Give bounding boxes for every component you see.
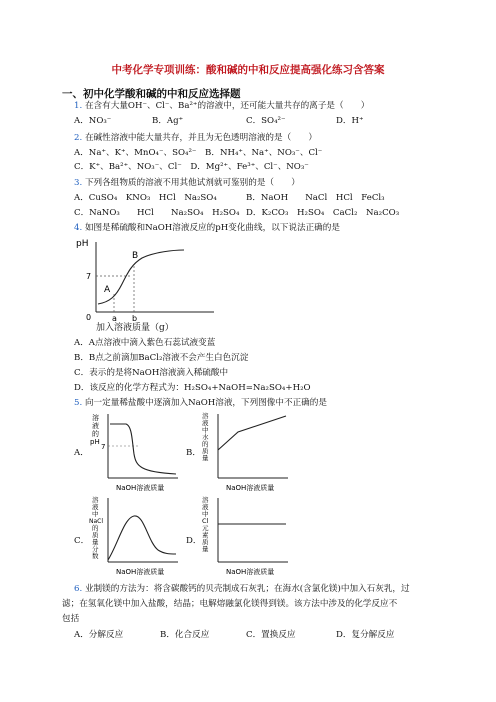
ylabel-char: 量: [202, 545, 209, 553]
q6-option-d: D．复分解反应: [336, 630, 395, 640]
ylabel-char: 质: [202, 447, 209, 455]
ylabel-char: 溶: [92, 414, 99, 422]
ph-curve-graph: [74, 236, 224, 328]
question-number: 2.: [74, 133, 83, 143]
graph-b-water: [198, 410, 292, 494]
question-text-line3: 包括: [62, 614, 80, 624]
tick-a-label: a: [112, 314, 117, 323]
question-text: 如图是稀硫酸和NaOH溶液反应的pH变化曲线，以下说法正确的是: [84, 223, 340, 233]
ylabel-char: 液: [92, 422, 99, 430]
ylabel-char: 液: [202, 503, 209, 511]
q5-option-b-label: B．: [186, 448, 201, 458]
q3-option-c: C．NaNO₃ HCl Na₂SO₄ H₂SO₄: [74, 208, 240, 218]
ylabel-char: 的: [92, 430, 99, 438]
ylabel-char: 数: [92, 552, 99, 560]
question-1: [74, 99, 369, 111]
ylabel-char: 中: [202, 510, 209, 518]
question-number: 5.: [74, 398, 83, 408]
q4-option-a: A．A点溶液中滴入紫色石蕊试液变蓝: [74, 338, 216, 348]
ylabel-char: 的: [92, 524, 99, 532]
question-text: 向一定量稀盐酸中逐滴加入NaOH溶液，下列图像中不正确的是: [84, 398, 327, 408]
graph-d-chlorine: [198, 494, 292, 578]
point-a-label: A: [104, 285, 111, 295]
water-curve: [218, 416, 286, 450]
ylabel-char: 量: [202, 454, 209, 462]
q3-option-d: D．K₂CO₃ H₂SO₄ CaCl₂ Na₂CO₃: [246, 208, 400, 218]
x-axis-label: NaOH溶液质量: [116, 568, 165, 576]
q4-option-c: C．表示的是将NaOH溶液滴入稀硫酸中: [74, 368, 229, 378]
question-number: 1.: [74, 101, 83, 111]
ylabel-char: 溶: [92, 496, 99, 504]
ylabel-char: 质: [202, 538, 209, 546]
page-title: 中考化学专项训练：酸和碱的中和反应提高强化练习含答案: [111, 64, 385, 76]
ylabel-char: 中: [92, 510, 99, 518]
ylabel-char: 的: [202, 440, 209, 448]
question-number: 4.: [74, 223, 83, 233]
graph-a-ph: [88, 410, 182, 494]
origin-label: 0: [86, 313, 92, 322]
point-b-label: B: [132, 251, 139, 261]
question-number: 3.: [74, 178, 83, 188]
q6-option-a: A．分解反应: [74, 630, 124, 640]
question-2: [74, 131, 317, 143]
q3-option-b: B．NaOH NaCl HCl FeCl₃: [246, 193, 385, 203]
ylabel-char: 质: [92, 531, 99, 539]
x-axis-label: NaOH溶液质量: [226, 568, 275, 576]
q2-options-cd: C．K⁺、Ba²⁺、NO₃⁻、Cl⁻ D．Mg²⁺、Fe³⁺、Cl⁻、NO₃⁻: [74, 162, 309, 172]
ylabel-char: 分: [92, 545, 99, 553]
y-tick-7: 7: [86, 272, 92, 281]
ylabel-char: 素: [202, 531, 209, 539]
q5-option-a-label: A．: [74, 448, 89, 458]
ph-curve: [98, 250, 184, 304]
y-axis-label: pH: [76, 239, 89, 249]
nacl-curve: [108, 516, 176, 560]
question-3: [74, 176, 300, 188]
q5-option-d-label: D．: [186, 536, 202, 546]
question-4: [74, 221, 340, 233]
question-5: [74, 396, 327, 408]
ylabel-char: pH: [90, 438, 100, 446]
x-axis-label: NaOH溶液质量: [116, 484, 165, 492]
x-axis-label: 加入溶液质量（g）: [96, 323, 174, 333]
question-text-line1: 业制镁的方法为：将含碳酸钙的贝壳制成石灰乳；在海水(含氯化镁)中加入石灰乳，过: [84, 584, 410, 594]
tick-b-label: b: [132, 314, 138, 323]
q3-option-a: A．CuSO₄ KNO₃ HCl Na₂SO₄: [74, 193, 217, 203]
question-text: 在碱性溶液中能大量共存，并且为无色透明溶液的是（ ）: [84, 133, 317, 143]
question-text: 在含有大量OH⁻、Cl⁻、Ba²⁺的溶液中，还可能大量共存的离子是（ ）: [84, 101, 370, 111]
y-tick-7: 7: [101, 443, 106, 451]
ylabel-char: 液: [92, 503, 99, 511]
ylabel-char: 液: [202, 419, 209, 427]
q6-option-b: B．化合反应: [160, 630, 210, 640]
question-text: 下列各组物质的溶液不用其他试剂就可鉴别的是（ ）: [84, 178, 300, 188]
q1-option-a: A．NO₃⁻: [74, 116, 112, 126]
q4-option-b: B．B点之前滴加BaCl₂溶液不会产生白色沉淀: [74, 353, 249, 363]
section-heading: 一、初中化学酸和碱的中和反应选择题: [62, 88, 241, 100]
ylabel-char: 中: [202, 426, 209, 434]
ylabel-char: NaCl: [89, 518, 104, 525]
question-6: [74, 582, 410, 594]
ylabel-char: 元: [202, 524, 209, 532]
q5-option-c-label: C．: [74, 536, 90, 546]
x-axis-label: NaOH溶液质量: [226, 484, 275, 492]
q1-option-b: B．Ag⁺: [152, 116, 184, 126]
question-number: 6.: [74, 584, 83, 594]
q6-option-c: C．置换反应: [246, 630, 296, 640]
q2-options-ab: A．Na⁺、K⁺、MnO₄⁻、SO₄²⁻ B．NH₄⁺、Na⁺、NO₃⁻、Cl⁻: [74, 148, 323, 158]
ph-curve: [110, 424, 176, 474]
q1-option-d: D．H⁺: [336, 116, 364, 126]
ylabel-char: Cl: [202, 517, 209, 525]
ylabel-char: 水: [202, 433, 209, 441]
graph-c-nacl: [88, 494, 182, 578]
ylabel-char: 溶: [202, 496, 209, 504]
ylabel-char: 量: [92, 538, 99, 546]
q4-option-d: D．该反应的化学方程式为：H₂SO₄+NaOH=Na₂SO₄+H₂O: [74, 383, 311, 393]
q1-option-c: C．SO₄²⁻: [246, 116, 286, 126]
question-text-line2: 滤；在氢氧化镁中加入盐酸，结晶；电解熔融氯化镁得到镁。该方法中涉及的化学反应不: [62, 599, 398, 609]
ylabel-char: 溶: [202, 412, 209, 420]
